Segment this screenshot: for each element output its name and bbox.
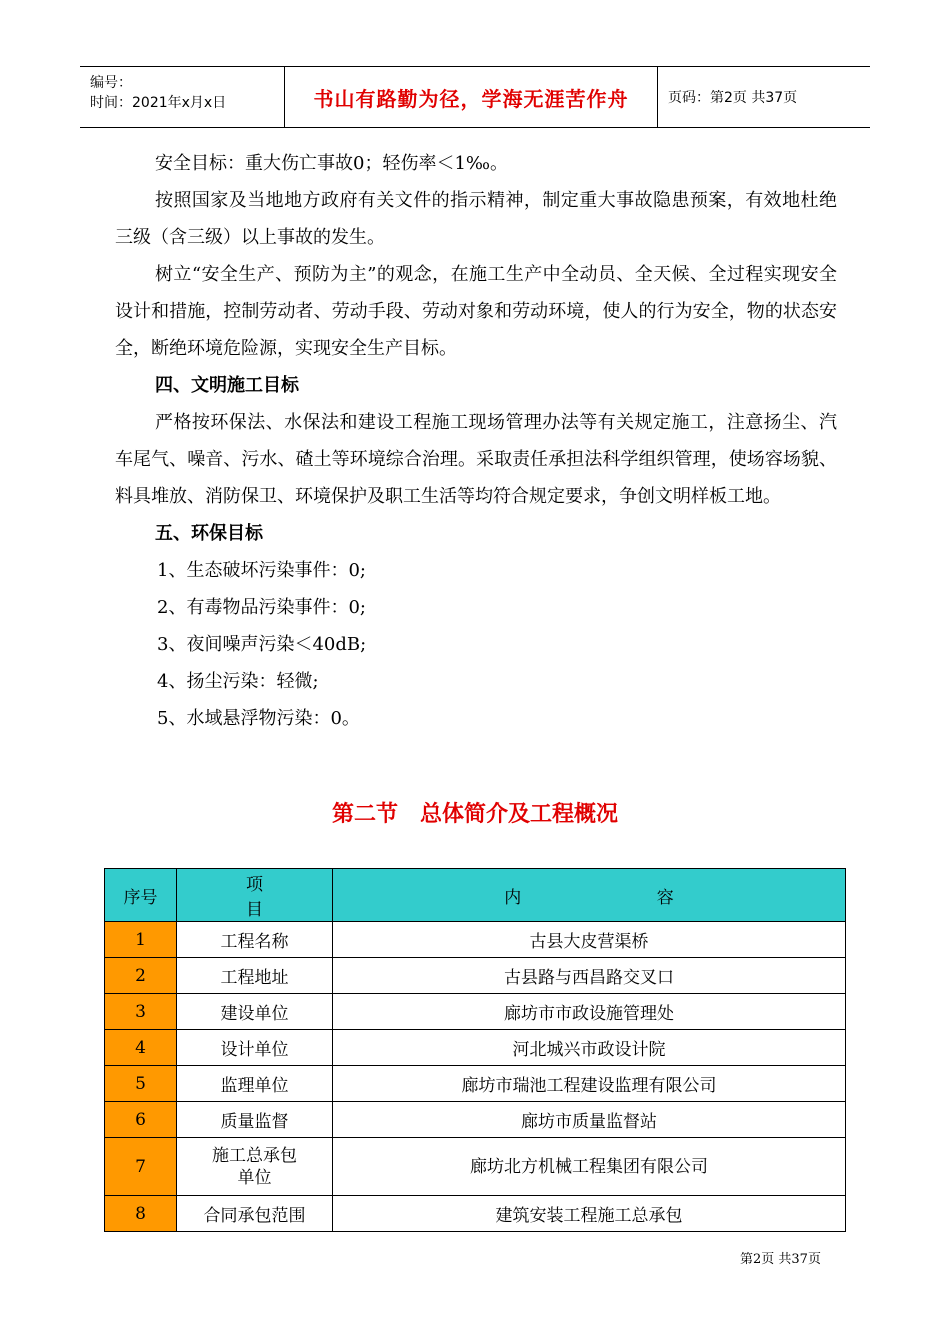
row-content: 廊坊市市政设施管理处 xyxy=(333,994,846,1030)
header-page-label: 页码：第2页 共37页 xyxy=(668,90,798,106)
table-row xyxy=(105,994,846,1030)
section-title: 第二节 总体简介及工程概况 xyxy=(331,802,618,827)
safety-goal: 安全目标：重大伤亡事故0；轻伤率＜1‰。 xyxy=(155,153,509,174)
row-item: 设计单位 xyxy=(177,1030,333,1066)
list-item: 3、夜间噪声污染＜40dB; xyxy=(157,634,367,655)
header-meta xyxy=(80,67,284,127)
row-item-line: 单位 xyxy=(237,1167,272,1188)
row-content: 河北城兴市政设计院 xyxy=(333,1030,846,1066)
row-content: 廊坊北方机械工程集团有限公司 xyxy=(333,1138,846,1196)
row-item: 监理单位 xyxy=(177,1066,333,1102)
row-number: 6 xyxy=(105,1102,177,1138)
row-content: 廊坊市质量监督站 xyxy=(333,1102,846,1138)
row-number: 4 xyxy=(105,1030,177,1066)
row-item: 工程地址 xyxy=(177,958,333,994)
list-item: 4、扬尘污染：轻微; xyxy=(157,671,319,692)
list-item: 1、生态破坏污染事件：0; xyxy=(157,560,366,581)
paragraph-3: 严格按环保法、水保法和建设工程施工现场管理办法等有关规定施工，注意扬尘、汽车尾气、噪音、污水、碴土等环境综合治理。采取责任承担法科学组织管理，使场容场貌、料具堆放、消防保卫、环境保护及职工生活等均符合规定要求，争创文明样板工地。 xyxy=(115,412,837,507)
row-item: 合同承包范围 xyxy=(177,1196,333,1232)
table-row xyxy=(105,1102,846,1138)
header-cell-item: 项 目 xyxy=(177,869,333,922)
row-content: 古县路与西昌路交叉口 xyxy=(333,958,846,994)
row-item: 工程名称 xyxy=(177,922,333,958)
row-content: 建筑安装工程施工总承包 xyxy=(333,1196,846,1232)
document-body xyxy=(115,145,837,737)
paragraph-1: 按照国家及当地地方政府有关文件的指示精神，制定重大事故隐患预案，有效地杜绝三级（含三级）以上事故的发生。 xyxy=(115,190,837,248)
row-number: 7 xyxy=(105,1138,177,1196)
table-row xyxy=(105,1138,846,1196)
row-number: 3 xyxy=(105,994,177,1030)
row-content: 廊坊市瑞池工程建设监理有限公司 xyxy=(333,1066,846,1102)
row-item xyxy=(177,1138,333,1196)
row-number: 1 xyxy=(105,922,177,958)
table-row xyxy=(105,1066,846,1102)
row-item-line: 施工总承包 xyxy=(212,1145,297,1166)
paragraph-2: 树立“安全生产、预防为主”的观念，在施工生产中全动员、全天候、全过程实现安全设计和措施，控制劳动者、劳动手段、劳动对象和劳动环境，使人的行为安全，物的状态安全，断绝环境危险源，实现安全生产目标。 xyxy=(115,264,837,359)
list-item: 2、有毒物品污染事件：0; xyxy=(157,597,366,618)
table-row xyxy=(105,1030,846,1066)
heading-environmental: 五、环保目标 xyxy=(155,523,263,544)
header-cell-content: 内 容 xyxy=(333,869,846,922)
table-row xyxy=(105,958,846,994)
row-item: 质量监督 xyxy=(177,1102,333,1138)
table-header-row xyxy=(105,869,846,922)
list-item: 5、水域悬浮物污染：0。 xyxy=(157,708,360,729)
page-header xyxy=(80,66,870,128)
row-number: 5 xyxy=(105,1066,177,1102)
row-content: 古县大皮营渠桥 xyxy=(333,922,846,958)
project-overview-table xyxy=(104,868,846,1232)
row-number: 8 xyxy=(105,1196,177,1232)
row-item: 建设单位 xyxy=(177,994,333,1030)
header-motto: 书山有路勤为径，学海无涯苦作舟 xyxy=(284,67,658,127)
header-cell-no: 序号 xyxy=(105,869,177,922)
table-row xyxy=(105,922,846,958)
number-label: 编号： xyxy=(90,75,132,91)
page-footer: 第2页 共37页 xyxy=(740,1252,821,1267)
time-label: 时间：2021年x月x日 xyxy=(90,95,227,111)
row-number: 2 xyxy=(105,958,177,994)
table-row xyxy=(105,1196,846,1232)
heading-civilized-construction: 四、文明施工目标 xyxy=(155,375,299,396)
